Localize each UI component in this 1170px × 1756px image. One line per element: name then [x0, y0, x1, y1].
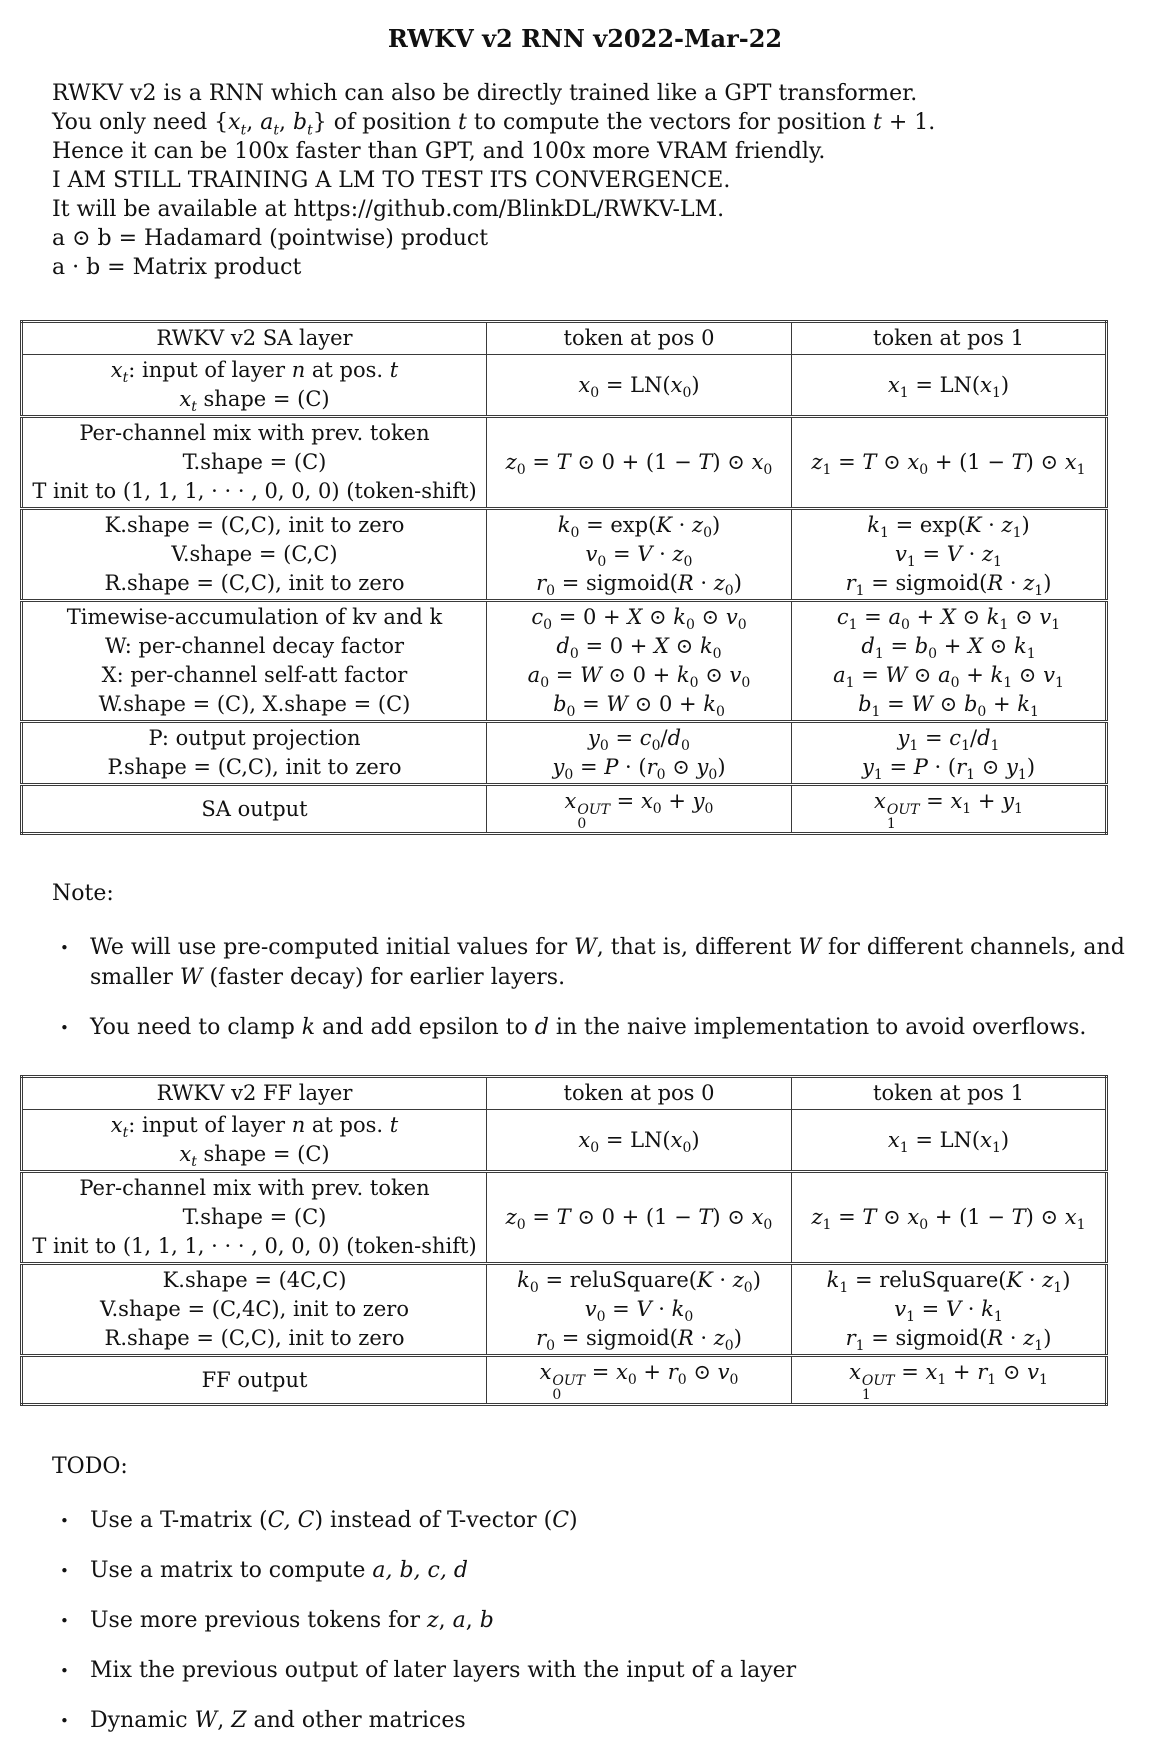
formula-line: $v_1 = V \cdot z_1$	[895, 542, 1002, 571]
formula-line: $r_0$ = sigmoid(R · $z_0$)	[536, 1326, 742, 1355]
label-cell	[22, 1264, 487, 1356]
pos0-cell	[487, 1264, 792, 1356]
pos1-cell	[792, 355, 1107, 417]
formula-line: x OUT 0 = $x_0 + y_0$	[564, 789, 714, 832]
formula-line: x OUT 1 = $x_1 + r_1$ ⊙ $v_1$	[849, 1360, 1048, 1403]
formula-line: $k_1$ = reluSquare(K · $z_1$)	[826, 1268, 1071, 1297]
text-line: a ⊙ b = Hadamard (pointwise) product	[52, 226, 489, 251]
doc-title: RWKV v2 RNN v2022-Mar-22	[387, 24, 783, 53]
header-row	[22, 1077, 1107, 1110]
bullet-text: Use a T-matrix (C, C) instead of T-vector (C)	[90, 1508, 578, 1533]
note-section	[52, 879, 1170, 1043]
formula-line: $v_0 = V \cdot k_0$	[584, 1297, 694, 1326]
formula-line: $k_0 = \exp(K \cdot z_0)$	[557, 513, 721, 542]
bullet-item	[58, 1606, 1170, 1636]
formula-line: $k_0$ = reluSquare(K · $z_0$)	[517, 1268, 761, 1297]
label-cell	[22, 355, 487, 417]
pos0-cell	[487, 509, 792, 601]
formula-line: $x_t$ shape = (C)	[179, 387, 330, 416]
label-cell	[22, 785, 487, 834]
formula-line: W.shape = (C), X.shape = (C)	[98, 692, 411, 716]
formula-line: $x_t$: input of layer n at pos. t	[110, 358, 399, 387]
label-cell	[22, 1110, 487, 1172]
formula-line: FF output	[201, 1367, 308, 1392]
intro-paragraph	[52, 79, 1170, 282]
formula-line: W: per-channel decay factor	[104, 634, 405, 658]
table-row	[22, 785, 1107, 834]
formula-line: $b_0 = W$ ⊙ $0 + k_0$	[553, 692, 725, 721]
bullet-icon: •	[60, 1712, 69, 1730]
pos0-cell	[487, 722, 792, 785]
bullet-text: You need to clamp k and add epsilon to d in the naive implementation to avoid overflows.	[90, 1015, 1087, 1040]
bullet-text: We will use pre-computed initial values for W, that is, different W for different channels, and smaller W (faster decay) for earlier layers.	[90, 935, 1125, 990]
formula-line: $x_t$ shape = (C)	[179, 1142, 330, 1171]
formula-line: $v_0 = V \cdot z_0$	[585, 542, 693, 571]
bullet-item	[58, 1706, 1170, 1736]
pos1-cell	[792, 1356, 1107, 1405]
pos0-cell	[487, 1172, 792, 1264]
formula-line: R.shape = (C,C), init to zero	[104, 571, 405, 595]
note-bullet-list	[58, 933, 1170, 1043]
bullet-text: Use more previous tokens for z, a, b	[90, 1608, 494, 1633]
formula-line: T init to (1, 1, 1, · · · , 0, 0, 0) (token-shift)	[32, 1234, 477, 1258]
pos1-cell	[792, 601, 1107, 722]
table-row	[22, 601, 1107, 722]
formula-line: $z_1 = T$ ⊙ $x_0 + (1 - T)$ ⊙ $x_1$	[811, 1205, 1086, 1234]
bullet-item	[58, 1656, 1170, 1686]
formula-line: SA output	[201, 796, 308, 821]
text-line: Hence it can be 100x faster than GPT, and 100x more VRAM friendly.	[52, 139, 826, 164]
header-row	[22, 322, 1107, 355]
formula-line: $y_1 = c_1/d_1$	[897, 726, 1000, 755]
todo-heading: TODO:	[52, 1454, 128, 1479]
bullet-text: Dynamic W, Z and other matrices	[90, 1708, 466, 1733]
formula-line: K.shape = (4C,C)	[162, 1268, 347, 1292]
formula-line: x OUT 1 = $x_1 + y_1$	[874, 789, 1023, 832]
pos0-cell	[487, 601, 792, 722]
formula-line: $y_0 = P \cdot (r_0$ ⊙ $y_0$)	[552, 755, 726, 784]
note-heading: Note:	[52, 881, 114, 906]
pos1-cell	[792, 417, 1107, 509]
column-header: token at pos 1	[792, 322, 1107, 355]
column-header: token at pos 1	[792, 1077, 1107, 1110]
table-row	[22, 417, 1107, 509]
formula-line: V.shape = (C,4C), init to zero	[100, 1297, 409, 1321]
formula-line: $a_1 = W$ ⊙ $a_0 + k_1$ ⊙ $v_1$	[833, 663, 1064, 692]
bullet-icon: •	[60, 1562, 69, 1580]
formula-line: $v_1 = V \cdot k_1$	[894, 1297, 1003, 1326]
bullet-item	[58, 1506, 1170, 1536]
text-line: It will be available at https://github.com/BlinkDL/RWKV-LM.	[52, 197, 725, 222]
formula-line: T.shape = (C)	[182, 1205, 327, 1229]
formula-line: $x_1 = LN(x_1)$	[887, 372, 1010, 401]
formula-line: Per-channel mix with prev. token	[79, 1176, 430, 1200]
bullet-text: Use a matrix to compute a, b, c, d	[90, 1558, 468, 1583]
bullet-icon: •	[60, 939, 69, 957]
formula-line: X: per-channel self-att factor	[101, 663, 408, 687]
pos0-cell	[487, 1110, 792, 1172]
formula-line: $k_1 = \exp(K \cdot z_1)$	[867, 513, 1030, 542]
bullet-icon: •	[60, 1662, 69, 1680]
label-cell	[22, 1356, 487, 1405]
bullet-item	[58, 1556, 1170, 1586]
bullet-item	[58, 933, 1170, 993]
pos0-cell	[487, 785, 792, 834]
formula-line: $c_0 = 0 + X$ ⊙ $k_0$ ⊙ $v_0$	[531, 605, 747, 634]
formula-line: $x_t$: input of layer n at pos. t	[110, 1113, 399, 1142]
formula-line: $x_0 = LN(x_0)$	[578, 372, 700, 401]
formula-line: T init to (1, 1, 1, · · · , 0, 0, 0) (token-shift)	[32, 479, 477, 503]
column-header: token at pos 0	[487, 1077, 792, 1110]
column-header: RWKV v2 FF layer	[22, 1077, 487, 1110]
formula-line: $d_0 = 0 + X$ ⊙ $k_0$	[556, 634, 722, 663]
pos1-cell	[792, 1110, 1107, 1172]
label-cell	[22, 509, 487, 601]
pos0-cell	[487, 355, 792, 417]
formula-line: Timewise-accumulation of kv and k	[66, 605, 443, 629]
formula-line: $b_1 = W$ ⊙ $b_0 + k_1$	[858, 692, 1039, 721]
pos1-cell	[792, 722, 1107, 785]
formula-line: P.shape = (C,C), init to zero	[107, 755, 402, 779]
pos1-cell	[792, 785, 1107, 834]
bullet-item	[58, 1013, 1170, 1043]
formula-line: $z_0 = T$ ⊙ 0 + (1 − T) ⊙ $x_0$	[505, 450, 773, 479]
formula-line: $r_1$ = sigmoid(R · $z_1$)	[845, 1326, 1052, 1355]
table-row	[22, 1356, 1107, 1405]
sa-layer-table	[20, 320, 1108, 835]
text-line: RWKV v2 is a RNN which can also be directly trained like a GPT transformer.	[52, 81, 918, 106]
formula-line: x OUT 0 = $x_0 + r_0$ ⊙ $v_0$	[539, 1360, 739, 1403]
label-cell	[22, 1172, 487, 1264]
pos1-cell	[792, 1172, 1107, 1264]
formula-line: $r_1$ = sigmoid(R · $z_1$)	[845, 571, 1052, 600]
bullet-icon: •	[60, 1512, 69, 1530]
table-row	[22, 355, 1107, 417]
formula-line: T.shape = (C)	[182, 450, 327, 474]
formula-line: $z_0 = T$ ⊙ 0 + (1 − T) ⊙ $x_0$	[505, 1205, 773, 1234]
column-header: token at pos 0	[487, 322, 792, 355]
text-line: a · b = Matrix product	[52, 255, 302, 280]
formula-line: $y_1 = P \cdot (r_1$ ⊙ $y_1$)	[861, 755, 1036, 784]
bullet-icon: •	[60, 1019, 69, 1037]
table-row	[22, 1110, 1107, 1172]
formula-line: $d_1 = b_0 + X$ ⊙ $k_1$	[861, 634, 1036, 663]
text-line: I AM STILL TRAINING A LM TO TEST ITS CONVERGENCE.	[52, 168, 731, 193]
formula-line: $a_0 = W$ ⊙ $0 + k_0$ ⊙ $v_0$	[527, 663, 751, 692]
text-line: You only need {$x_t$, $a_t$, $b_t$} of position t to compute the vectors for position t + 1.	[52, 110, 936, 139]
table-row	[22, 722, 1107, 785]
pos1-cell	[792, 509, 1107, 601]
table-row	[22, 1172, 1107, 1264]
column-header: RWKV v2 SA layer	[22, 322, 487, 355]
formula-line: $y_0 = c_0/d_0$	[588, 726, 690, 755]
formula-line: $x_1 = LN(x_1)$	[887, 1127, 1010, 1156]
formula-line: K.shape = (C,C), init to zero	[104, 513, 405, 537]
formula-line: $c_1 = a_0 + X$ ⊙ $k_1$ ⊙ $v_1$	[836, 605, 1061, 634]
formula-line: Per-channel mix with prev. token	[79, 421, 430, 445]
label-cell	[22, 601, 487, 722]
todo-bullet-list	[58, 1506, 1170, 1736]
bullet-text: Mix the previous output of later layers with the input of a layer	[90, 1658, 797, 1683]
bullet-icon: •	[60, 1612, 69, 1630]
label-cell	[22, 417, 487, 509]
table-row	[22, 509, 1107, 601]
formula-line: $z_1 = T$ ⊙ $x_0 + (1 - T)$ ⊙ $x_1$	[811, 450, 1086, 479]
formula-line: $r_0$ = sigmoid(R · $z_0$)	[536, 571, 742, 600]
formula-line: V.shape = (C,C)	[171, 542, 338, 566]
label-cell	[22, 722, 487, 785]
todo-section	[52, 1452, 1170, 1736]
formula-line: $x_0 = LN(x_0)$	[578, 1127, 700, 1156]
pos0-cell	[487, 417, 792, 509]
pos0-cell	[487, 1356, 792, 1405]
formula-line: P: output projection	[148, 726, 361, 750]
pos1-cell	[792, 1264, 1107, 1356]
formula-line: R.shape = (C,C), init to zero	[104, 1326, 405, 1350]
ff-layer-table	[20, 1075, 1108, 1406]
table-row	[22, 1264, 1107, 1356]
